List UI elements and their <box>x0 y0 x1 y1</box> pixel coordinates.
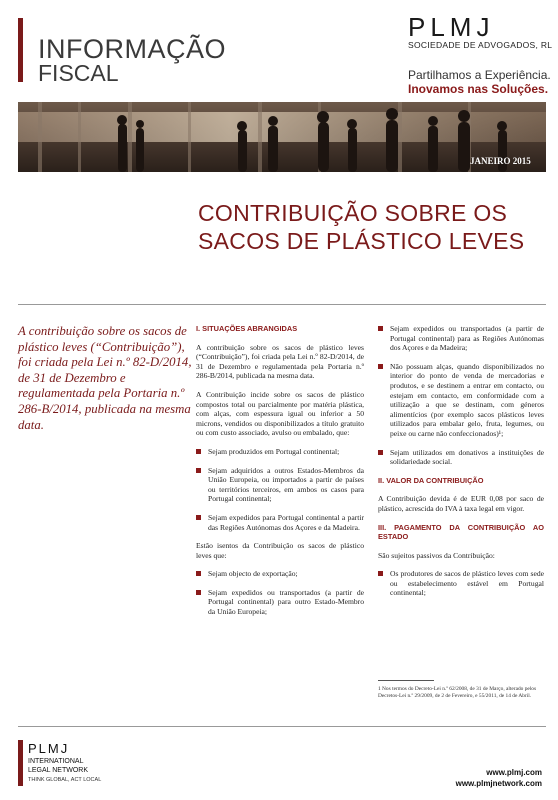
paragraph: A Contribuição devida é de EUR 0,08 por saco de plástico, acrescida do IVA à taxa legal em vigor. <box>378 494 544 513</box>
issue-date: JANEIRO 2015 <box>470 156 531 166</box>
list-item <box>196 466 364 504</box>
bullet-list <box>196 569 364 616</box>
list-item-text: Os produtores de sacos de plástico leves com sede ou estabelecimento estável em Portugal continental; <box>390 569 544 598</box>
list-item-text: Sejam adquiridos a outros Estados-Membros da União Europeia, ou importados a partir de países ou territórios terceiros, em ambos os casos para Portugal continental; <box>208 465 364 504</box>
article-column-1 <box>196 324 364 626</box>
list-item-text: Não possuam alças, quando disponibilizados no interior do ponto de venda de mercadorias e produtos, e se destinem a entrar em contacto, ou estejam em contacto, em conformidade com a utilização a que se destinam, com géneros alimentícios (por exemplo sacos plásticos leves utilizados para embalar gelo, fruta, legumes, ou peixe ou carne não confeccionados)¹; <box>390 361 544 438</box>
bullet-list <box>378 324 544 467</box>
slogan-line-1: Partilhamos a Experiência. <box>408 68 551 82</box>
banner-photo <box>18 102 546 172</box>
list-item-text: Sejam expedidos ou transportados (a partir de Portugal continental) para outro Estado-Membro da União Europeia; <box>208 587 364 617</box>
bullet-icon <box>196 515 201 520</box>
list-item <box>196 588 364 617</box>
title-divider <box>18 304 546 305</box>
pull-quote: A contribuição sobre os sacos de plástico leves (“Contribuição”), foi criada pela Lei n.º 82-D/2014, de 31 de Dezembro e regulamentada pela Portaria n.º 286-B/2014, publicada na mesma data. <box>18 324 192 432</box>
bullet-list <box>196 447 364 532</box>
footer-accent-bar <box>18 740 23 786</box>
list-item <box>196 569 364 579</box>
firm-name: SOCIEDADE DE ADVOGADOS, RL <box>408 40 553 50</box>
list-item <box>196 513 364 532</box>
list-item <box>378 362 544 439</box>
paragraph: A contribuição sobre os sacos de plástico leves (“Contribuição”), foi criada pela Lei n.º 82-D/2014, de 31 de Dezembro e regulamentada pela Portaria n.º 286-B/2014, publicada na mesma data. <box>196 342 364 381</box>
publication-subtitle: FISCAL <box>38 60 119 86</box>
paragraph: Estão isentos da Contribuição os sacos de plástico leves que: <box>196 541 364 560</box>
website-link[interactable]: www.plmj.com <box>486 768 542 777</box>
network-logo: PLMJ <box>28 741 70 756</box>
bullet-icon <box>378 571 383 576</box>
list-item <box>196 447 364 457</box>
bullet-icon <box>196 571 201 576</box>
list-item-text: Sejam produzidos em Portugal continental; <box>208 446 340 456</box>
header-accent-bar <box>18 18 23 82</box>
network-name-line-2: LEGAL NETWORK <box>28 767 89 774</box>
network-name-line-1: INTERNATIONAL <box>28 758 84 765</box>
network-website-link[interactable]: www.plmjnetwork.com <box>455 779 542 788</box>
bullet-list <box>378 569 544 598</box>
network-tagline: THINK GLOBAL, ACT LOCAL <box>28 777 102 783</box>
bullet-icon <box>196 449 201 454</box>
bullet-icon <box>378 364 383 369</box>
section-heading: I. SITUAÇÕES ABRANGIDAS <box>196 324 298 333</box>
paragraph: São sujeitos passivos da Contribuição: <box>378 550 495 560</box>
plmj-logo: PLMJ <box>408 12 495 42</box>
list-item <box>378 324 544 353</box>
bullet-icon <box>196 468 201 473</box>
article-title-line-1: CONTRIBUIÇÃO SOBRE OS <box>198 200 508 226</box>
bullet-icon <box>378 450 383 455</box>
list-item-text: Sejam expedidos ou transportados (a partir de Portugal continental) para as Regiões Autónomas dos Açores e da Madeira; <box>390 324 544 353</box>
bullet-icon <box>378 326 383 331</box>
section-heading: III. PAGAMENTO DA CONTRIBUIÇÃO AO ESTADO <box>378 522 544 542</box>
list-item-text: Sejam objecto de exportação; <box>208 569 298 579</box>
list-item-text: Sejam expedidos para Portugal continental a partir das Regiões Autónomas dos Açores e da Madeira. <box>208 512 364 532</box>
section-heading: II. VALOR DA CONTRIBUIÇÃO <box>378 475 484 485</box>
article-column-2 <box>378 324 544 607</box>
publication-title: INFORMAÇÃO <box>38 34 227 64</box>
list-item-text: Sejam utilizados em donativos a instituições de solidariedade social. <box>390 447 544 467</box>
bullet-icon <box>196 590 201 595</box>
footer-divider <box>18 726 546 727</box>
footnote-divider <box>378 680 434 681</box>
slogan-line-2: Inovamos nas Soluções. <box>408 82 549 96</box>
list-item <box>378 448 544 467</box>
footnote: 1 Nos termos do Decreto-Lei n.º 62/2008, de 31 de Março, alterado pelos Decretos-Lei n.º 29/2009, de 2 de Fevereiro, e 55/2011, de 14 de Abril. <box>378 686 537 699</box>
article-title-line-2: SACOS DE PLÁSTICO LEVES <box>198 228 525 254</box>
list-item <box>378 569 544 598</box>
paragraph: A Contribuição incide sobre os sacos de plástico compostos total ou parcialmente por matéria plástica, com alças, com espessura igual ou inferior a 50 microns, vendidos ou disponibilizados a título gratuito ou com custo associado, avulso ou embalado, que: <box>196 389 364 438</box>
